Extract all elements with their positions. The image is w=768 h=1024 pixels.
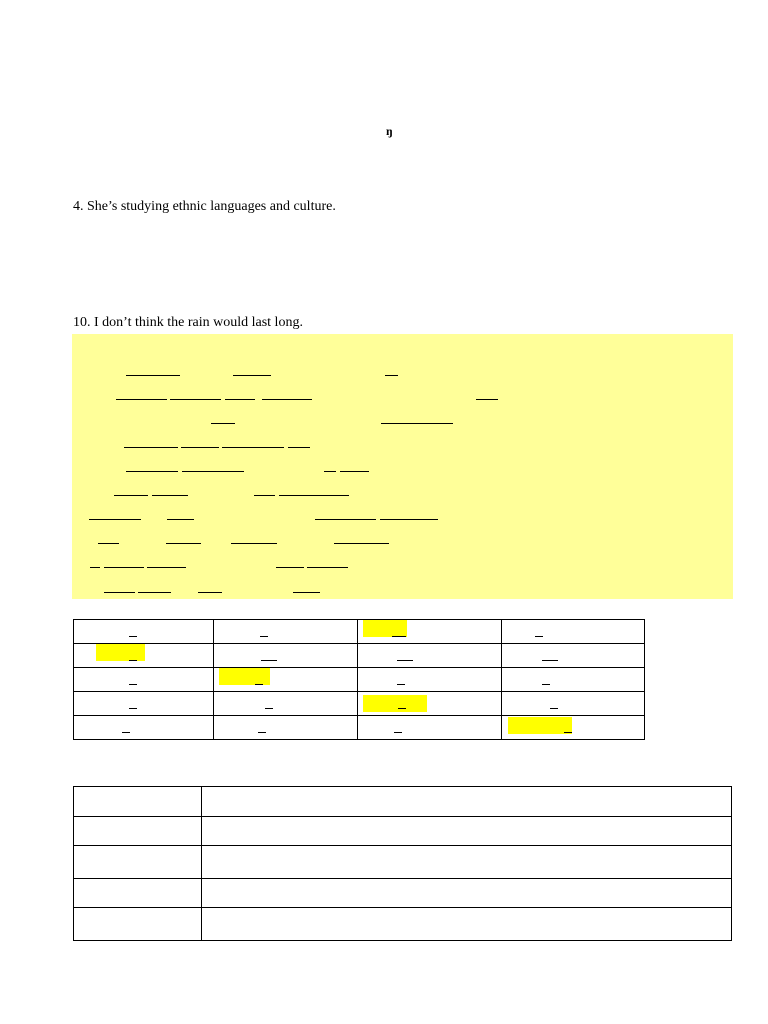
question-4: 4. She’s studying ethnic languages and culture.: [73, 199, 336, 214]
blank-line: [114, 495, 148, 496]
table-cell: [501, 716, 644, 740]
table-cell: [201, 908, 731, 941]
table-cell: [201, 787, 731, 817]
answer-block: [72, 334, 733, 599]
blank-line: [198, 592, 222, 593]
blank-line: [222, 447, 284, 448]
blank-line: [334, 543, 389, 544]
blank-line: [288, 447, 310, 448]
table-cell: [358, 716, 501, 740]
blank-line: [307, 567, 348, 568]
blank-line: [104, 592, 135, 593]
table-cell: [74, 817, 202, 846]
table-cell: [74, 908, 202, 941]
table-cell: [74, 879, 202, 908]
table-row: [74, 668, 645, 692]
table-cell: [214, 620, 358, 644]
table-cell: [74, 668, 214, 692]
blank-line: [293, 592, 320, 593]
table-cell: [214, 692, 358, 716]
table-cell: [74, 846, 202, 879]
table-cell: [74, 716, 214, 740]
blank-line: [233, 375, 271, 376]
table-cell: [501, 644, 644, 668]
table-cell: [358, 692, 501, 716]
table-cell: [74, 787, 202, 817]
blank-line: [476, 399, 498, 400]
table-cell: [74, 644, 214, 668]
table-row: [74, 644, 645, 668]
table-cell: [201, 817, 731, 846]
blank-line: [181, 447, 219, 448]
table-row: [74, 879, 732, 908]
table-row: [74, 620, 645, 644]
table-cell: [214, 716, 358, 740]
empty-table: [73, 786, 732, 941]
blank-line: [126, 471, 178, 472]
table-row: [74, 787, 732, 817]
blank-line: [231, 543, 277, 544]
blank-line: [182, 471, 244, 472]
table-cell: [501, 668, 644, 692]
table-cell: [358, 644, 501, 668]
table-cell: [214, 644, 358, 668]
table-row: [74, 817, 732, 846]
blank-line: [381, 423, 453, 424]
blank-line: [254, 495, 275, 496]
blank-line: [276, 567, 304, 568]
blank-line: [89, 519, 141, 520]
blank-line: [170, 399, 221, 400]
blank-line: [262, 399, 312, 400]
answer-grid: [73, 619, 645, 740]
table-row: [74, 908, 732, 941]
table-cell: [358, 620, 501, 644]
blank-line: [90, 567, 100, 568]
table-cell: [358, 668, 501, 692]
table-cell: [74, 620, 214, 644]
blank-line: [340, 471, 369, 472]
blank-line: [147, 567, 186, 568]
blank-line: [98, 543, 119, 544]
blank-line: [380, 519, 438, 520]
blank-line: [152, 495, 188, 496]
table-cell: [501, 620, 644, 644]
phonetic-symbol: ŋ: [386, 124, 393, 138]
table-cell: [501, 692, 644, 716]
table-row: [74, 692, 645, 716]
table-cell: [214, 668, 358, 692]
blank-line: [166, 543, 201, 544]
blank-line: [126, 375, 180, 376]
table-row: [74, 846, 732, 879]
blank-line: [138, 592, 171, 593]
blank-line: [279, 495, 349, 496]
blank-line: [116, 399, 167, 400]
blank-line: [225, 399, 255, 400]
table-cell: [201, 846, 731, 879]
blank-line: [167, 519, 194, 520]
blank-line: [124, 447, 178, 448]
blank-line: [385, 375, 398, 376]
table-cell: [74, 692, 214, 716]
question-10: 10. I don’t think the rain would last long.: [73, 315, 303, 330]
table-row: [74, 716, 645, 740]
blank-line: [104, 567, 144, 568]
blank-line: [324, 471, 336, 472]
blank-line: [315, 519, 376, 520]
table-cell: [201, 879, 731, 908]
blank-line: [211, 423, 235, 424]
